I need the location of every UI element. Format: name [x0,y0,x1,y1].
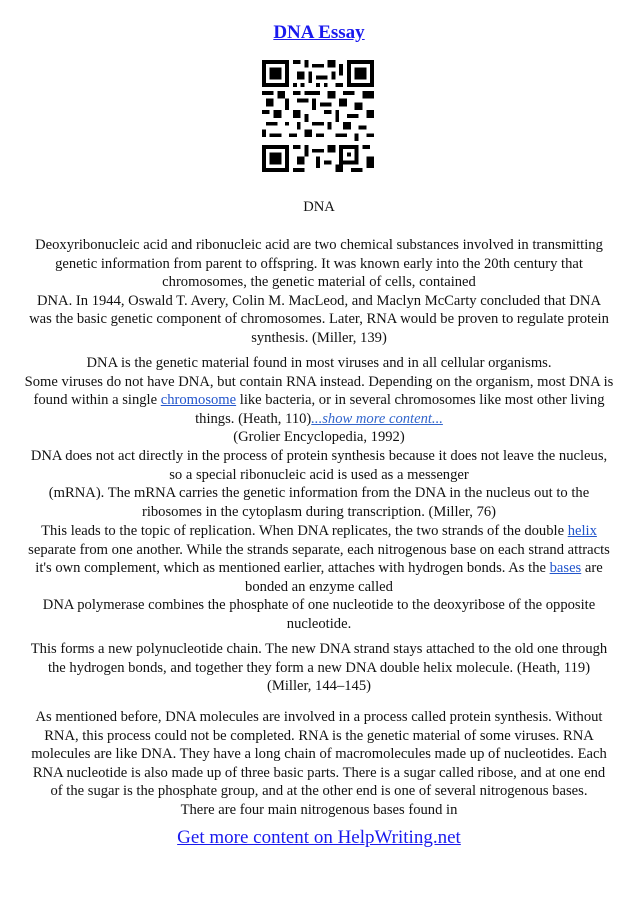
text-line: separate from one another. While the strands separate, each nitrogenous base on each strand attracts [28,541,610,558]
text-line: This forms a new polynucleotide chain. The new DNA strand stays attached to the old one through [30,641,608,657]
text-line: DNA polymerase combines the phosphate of one nucleotide to the deoxyribose of the opposite [42,597,596,614]
text-segment: found within a single [33,392,161,409]
paragraph-5 [12,708,626,820]
text-line [12,559,626,578]
text-line: bonded an enzyme called [245,578,393,595]
text-line: ribosomes in the cytoplasm during transcription. (Miller, 76) [141,503,497,520]
text-line: molecules are like DNA. They have a long chain of macromolecules made up of nucleotides. Each [31,746,607,763]
show-more-link[interactable]: ...show more content... [311,410,443,427]
text-segment: things. (Heath, 110) [195,410,312,427]
text-line: synthesis. (Miller, 139) [251,329,387,346]
qr-code [262,60,374,172]
helix-link[interactable]: helix [567,523,597,539]
page-title[interactable]: DNA Essay [273,22,365,43]
text-segment: are [581,560,603,577]
bases-link[interactable]: bases [549,560,582,577]
paragraph-3 [12,522,626,634]
text-line: (Grolier Encyclopedia, 1992) [233,429,405,446]
essay-heading: DNA [303,199,335,215]
text-segment: This leads to the topic of replication. When DNA replicates, the two strands of the double [41,523,568,539]
text-line: nucleotide. [286,615,352,632]
text-line: DNA. In 1944, Oswald T. Avery, Colin M. MacLeod, and Maclyn McCarty concluded that DNA [36,292,602,309]
text-line: DNA does not act directly in the process of protein synthesis because it does not leave the nucleus, [30,447,608,464]
text-line: (Miller, 144–145) [267,678,371,695]
text-segment: it's own complement, which as mentioned earlier, attaches with hydrogen bonds. As the [35,560,550,577]
text-segment: like bacteria, or in several chromosomes like most other living [236,392,605,409]
text-line: genetic information from parent to offspring. It was known early into the 20th century that [55,255,583,272]
text-line [12,410,626,429]
paragraph-2 [12,354,626,521]
chromosome-link[interactable]: chromosome [160,392,237,409]
paragraph-1 [12,236,626,348]
text-line [12,391,626,410]
paragraph-4 [12,640,626,696]
text-line: so a special ribonucleic acid is used as a messenger [169,466,469,483]
text-line: As mentioned before, DNA molecules are involved in a process called protein synthesis. Without [35,709,603,725]
text-line: (mRNA). The mRNA carries the genetic information from the DNA in the nucleus out to the [48,485,590,502]
text-line: Deoxyribonucleic acid and ribonucleic acid are two chemical substances involved in transmitting [35,237,603,253]
text-line: was the basic genetic component of chromosomes. Later, RNA would be proven to regulate protein [29,311,609,328]
text-line: the hydrogen bonds, and together they form a new DNA double helix molecule. (Heath, 119) [47,659,591,676]
text-line: DNA is the genetic material found in most viruses and in all cellular organisms. [86,355,552,371]
text-line: RNA, this process could not be completed. RNA is the genetic material of some viruses. RNA [44,727,594,744]
footer-link[interactable]: Get more content on HelpWriting.net [177,827,461,848]
text-line: chromosomes, the genetic material of cells, contained [162,274,476,291]
text-line: of the sugar is the phosphate group, and at the other end is one of several nitrogenous bases. [50,783,588,800]
text-line: Some viruses do not have DNA, but contain RNA instead. Depending on the organism, most DNA is [24,373,614,390]
text-line: There are four main nitrogenous bases found in [180,801,458,818]
text-line [12,522,626,541]
text-line: RNA nucleotide is also made up of three basic parts. There is a sugar called ribose, and at one end [32,764,606,781]
